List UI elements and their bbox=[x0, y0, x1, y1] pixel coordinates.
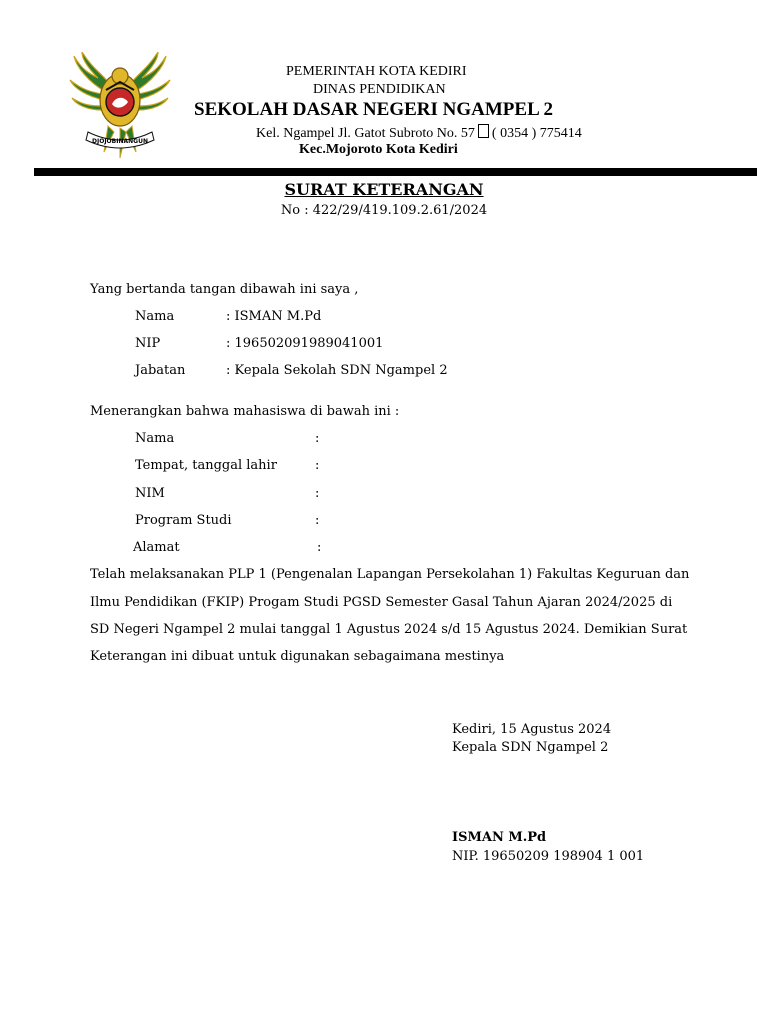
body-line: Keterangan ini dibuat untuk digunakan sebagaimana mestinya bbox=[90, 649, 505, 664]
signer-label: Jabatan bbox=[135, 363, 186, 378]
student-value: : bbox=[315, 486, 320, 501]
student-label: Alamat bbox=[133, 540, 180, 555]
signer-label: NIP bbox=[135, 336, 161, 351]
department-name: DINAS PENDIDIKAN bbox=[313, 82, 446, 97]
signature-position: Kepala SDN Ngampel 2 bbox=[452, 740, 609, 755]
signer-value: : Kepala Sekolah SDN Ngampel 2 bbox=[226, 363, 448, 378]
student-label: Program Studi bbox=[135, 513, 232, 528]
signer-label: Nama bbox=[135, 309, 175, 324]
student-intro-text: Menerangkan bahwa mahasiswa di bawah ini : bbox=[90, 404, 400, 419]
letter-title: SURAT KETERANGAN bbox=[284, 180, 484, 199]
signature-nip: NIP. 19650209 198904 1 001 bbox=[452, 849, 645, 864]
student-value: : bbox=[315, 513, 320, 528]
phone-number: ( 0354 ) 775414 bbox=[491, 126, 582, 141]
signature-place-date: Kediri, 15 Agustus 2024 bbox=[452, 722, 612, 737]
school-address bbox=[256, 124, 582, 142]
student-value: : bbox=[315, 458, 320, 473]
gov-name: PEMERINTAH KOTA KEDIRI bbox=[286, 64, 467, 79]
school-name: SEKOLAH DASAR NEGERI NGAMPEL 2 bbox=[194, 99, 553, 120]
school-district: Kec.Mojoroto Kota Kediri bbox=[299, 142, 458, 157]
address-text: Kel. Ngampel Jl. Gatot Subroto No. 57 bbox=[256, 126, 475, 141]
student-label: Nama bbox=[135, 431, 175, 446]
student-value: : bbox=[317, 540, 322, 555]
body-line: SD Negeri Ngampel 2 mulai tanggal 1 Agustus 2024 s/d 15 Agustus 2024. Demikian Surat bbox=[90, 622, 688, 637]
signature-name: ISMAN M.Pd bbox=[452, 830, 547, 845]
letterhead-divider bbox=[34, 168, 757, 176]
phone-icon bbox=[478, 124, 489, 138]
kediri-crest-logo bbox=[68, 52, 172, 164]
intro-text: Yang bertanda tangan dibawah ini saya , bbox=[90, 282, 359, 297]
student-label: NIM bbox=[135, 486, 165, 501]
signer-value: : ISMAN M.Pd bbox=[226, 309, 322, 324]
body-line: Ilmu Pendidikan (FKIP) Progam Studi PGSD Semester Gasal Tahun Ajaran 2024/2025 di bbox=[90, 595, 673, 610]
student-value: : bbox=[315, 431, 320, 446]
signer-value: : 196502091989041001 bbox=[226, 336, 384, 351]
letter-number: No : 422/29/419.109.2.61/2024 bbox=[280, 203, 488, 218]
student-label: Tempat, tanggal lahir bbox=[135, 458, 277, 473]
body-line: Telah melaksanakan PLP 1 (Pengenalan Lapangan Persekolahan 1) Fakultas Keguruan dan bbox=[90, 567, 690, 582]
crest-motto: DJOJOBINANGUN bbox=[92, 138, 148, 145]
